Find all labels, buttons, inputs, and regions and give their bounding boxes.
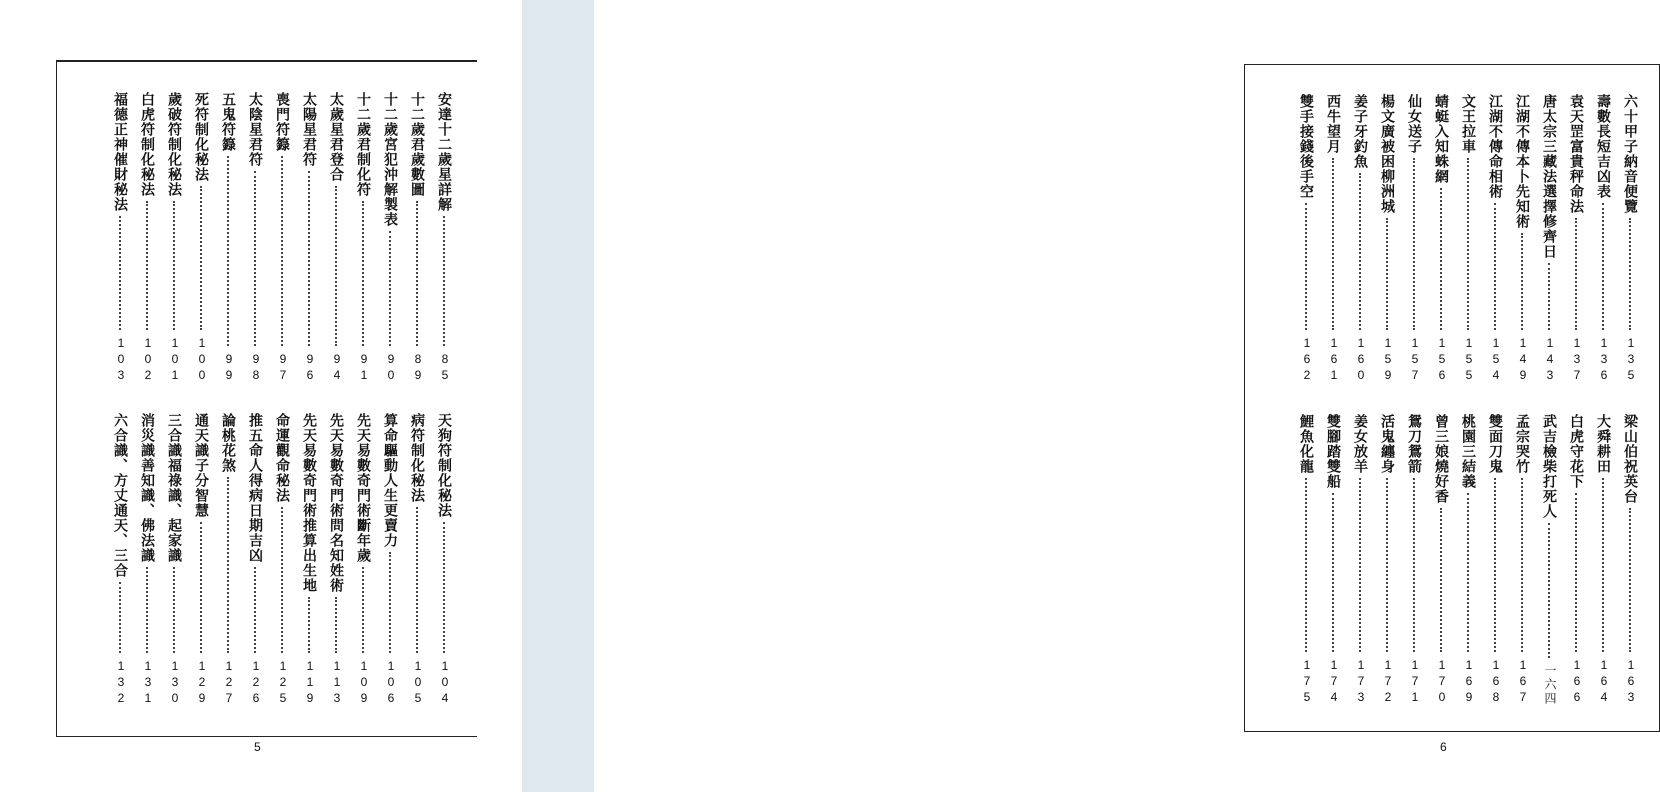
toc-entry [244,92,271,384]
toc-entry-page: 99 [222,352,236,384]
toc-entry-title: 桃園三結義 [1460,414,1476,489]
toc-entry-title: 文王拉車 [1460,94,1476,154]
toc-entry [1349,414,1376,706]
dot-leader [1575,493,1581,652]
dot-leader [308,597,314,653]
toc-entry-page: 174 [1327,658,1341,706]
toc-entry [1565,94,1592,384]
toc-entry [271,413,298,707]
toc-entry-title: 福德正神催財秘法 [112,92,128,212]
dot-leader [1548,263,1554,330]
toc-entry-title: 袁天罡富貴秤命法 [1568,94,1584,214]
dot-leader [1386,478,1392,652]
toc-entry-title: 六十甲子納音便覽 [1622,94,1638,214]
toc-entry [1457,414,1484,706]
toc-entry-page: 136 [1597,336,1611,384]
dot-leader [1467,158,1473,330]
toc-entry-page: 一六四 [1543,664,1557,706]
toc-entry-title: 雙腳踏雙船 [1325,414,1341,489]
toc-entry [190,92,217,384]
toc-entry-title: 鯉魚化龍 [1298,414,1314,474]
toc-entry [406,413,433,707]
toc-entry-title: 十二歲君歲數圖 [409,92,425,197]
toc-entry-page: 173 [1354,658,1368,706]
toc-entry [379,92,406,384]
toc-entry [352,413,379,707]
toc-entry-title: 三合識福祿識、起家識 [166,413,182,563]
dot-leader [1494,203,1500,330]
toc-entry-page: 155 [1462,336,1476,384]
toc-entry-page: 90 [384,352,398,384]
toc-entry [1322,94,1349,384]
toc-entry-title: 活鬼纏身 [1379,414,1395,474]
toc-entry [163,413,190,707]
dot-leader [1575,218,1581,330]
toc-entry-page: 154 [1489,336,1503,384]
toc-entry [1511,94,1538,384]
toc-entry-title: 壽數長短吉凶表 [1595,94,1611,199]
toc-entry [217,92,244,384]
toc-entry-page: 102 [141,336,155,384]
toc-entry [1619,414,1646,706]
toc-entry [109,413,136,707]
dot-leader [1629,508,1635,652]
toc-entry-page: 149 [1516,336,1530,384]
toc-entry-title: 先天易數奇門術推算出生地 [301,413,317,593]
toc-entry [1403,94,1430,384]
toc-entry [1376,94,1403,384]
page-number: 5 [254,740,261,754]
dot-leader [416,507,422,653]
toc-entry [433,413,460,707]
toc-entry-title: 死符制化秘法 [193,92,209,182]
dot-leader [1440,508,1446,652]
toc-entry [1565,414,1592,706]
toc-entry [109,92,136,384]
toc-entry [433,92,460,384]
toc-entry-title: 孟宗哭竹 [1514,414,1530,474]
toc-entry-title: 太歲星君登合 [328,92,344,182]
toc-entry [325,413,352,707]
dot-leader [173,201,179,330]
toc-entry-page: 160 [1354,336,1368,384]
toc-entry-title: 姜子牙釣魚 [1352,94,1368,169]
left-top-toc-block [82,92,460,384]
dot-leader [146,201,152,330]
toc-entry-page: 103 [114,336,128,384]
dot-leader [1548,523,1554,658]
toc-entry-title: 楊文廣被困柳洲城 [1379,94,1395,214]
toc-entry-title: 十二歲君制化符 [355,92,371,197]
toc-entry-title: 曾三娘燒好香 [1433,414,1449,504]
toc-entry-title: 通天識子分智慧 [193,413,209,518]
toc-entry-title: 先天易數奇門術斷年歲 [355,413,371,563]
toc-entry-title: 病符制化秘法 [409,413,425,503]
dot-leader [1413,478,1419,652]
toc-entry [1349,94,1376,384]
toc-entry [406,92,433,384]
toc-entry-page: 89 [411,352,425,384]
dot-leader [389,231,395,346]
toc-entry-page: 125 [276,659,290,707]
dot-leader [119,216,125,330]
dot-leader [1305,478,1311,652]
toc-entry [1295,94,1322,384]
toc-entry-page: 162 [1300,336,1314,384]
dot-leader [443,216,449,346]
toc-entry [298,413,325,707]
dot-leader [1440,188,1446,330]
toc-entry-page: 161 [1327,336,1341,384]
toc-entry-title: 武吉檢柴打死人 [1541,414,1557,519]
dot-leader [1602,478,1608,652]
toc-entry [298,92,325,384]
toc-entry-title: 太陽星君符 [301,92,317,167]
toc-entry-title: 論桃花煞 [220,413,236,473]
dot-leader [200,186,206,330]
toc-entry-title: 六合識、方丈通天、三合 [112,413,128,578]
toc-entry-page: 159 [1381,336,1395,384]
left-bottom-toc-block [82,413,460,707]
toc-entry-title: 江湖不傳命相術 [1487,94,1503,199]
toc-entry-title: 蜻蜓入知蛛網 [1433,94,1449,184]
toc-entry [271,92,298,384]
toc-entry [136,413,163,707]
toc-entry-page: 130 [168,659,182,707]
dot-leader [227,156,233,346]
toc-entry [1403,414,1430,706]
toc-entry-page: 143 [1543,336,1557,384]
dot-leader [1386,218,1392,330]
toc-entry-title: 太陰星君符 [247,92,263,167]
toc-entry [1430,94,1457,384]
toc-entry-page: 131 [141,659,155,707]
dot-leader [389,552,395,653]
toc-entry-title: 西牛望月 [1325,94,1341,154]
toc-entry-page: 91 [357,352,371,384]
toc-entry-title: 唐太宗三藏法選擇修齊日 [1541,94,1557,259]
toc-entry-page: 157 [1408,336,1422,384]
toc-entry [244,413,271,707]
toc-entry-title: 白虎符制化秘法 [139,92,155,197]
toc-entry-page: 169 [1462,658,1476,706]
toc-entry-page: 166 [1570,658,1584,706]
dot-leader [1521,478,1527,652]
toc-entry [1376,414,1403,706]
toc-entry [352,92,379,384]
toc-entry-page: 113 [330,659,344,707]
toc-entry-page: 175 [1300,658,1314,706]
dot-leader [1602,203,1608,330]
toc-entry-page: 170 [1435,658,1449,706]
toc-entry-title: 姜女放羊 [1352,414,1368,474]
dot-leader [362,201,368,346]
toc-entry [1592,94,1619,384]
toc-entry-title: 算命驅動人生更賣力 [382,413,398,548]
toc-entry [379,413,406,707]
toc-entry-page: 119 [303,659,317,707]
toc-entry-title: 仙女送子 [1406,94,1422,154]
toc-entry-page: 132 [114,659,128,707]
page-number: 6 [1440,740,1447,754]
dot-leader [1494,478,1500,652]
toc-entry-title: 鴛刀鴛箭 [1406,414,1422,474]
dot-leader [1359,173,1365,330]
dot-leader [254,567,260,653]
toc-entry [1322,414,1349,706]
dot-leader [335,186,341,346]
toc-entry-page: 94 [330,352,344,384]
left-page [0,0,522,792]
right-bottom-toc-block [1266,414,1646,706]
toc-entry [1538,414,1565,706]
toc-entry-page: 163 [1624,658,1638,706]
toc-entry [136,92,163,384]
dot-leader [281,507,287,653]
dot-leader [1359,478,1365,652]
toc-entry-page: 126 [249,659,263,707]
toc-entry-title: 雙面刀鬼 [1487,414,1503,474]
toc-entry-page: 101 [168,336,182,384]
dot-leader [119,582,125,653]
toc-entry-page: 109 [357,659,371,707]
toc-entry [325,92,352,384]
toc-entry-title: 先天易數奇門術問名知姓術 [328,413,344,593]
dot-leader [254,171,260,346]
dot-leader [1413,158,1419,330]
dot-leader [281,156,287,346]
toc-entry [163,92,190,384]
toc-entry [1619,94,1646,384]
toc-entry [1538,94,1565,384]
toc-entry-page: 167 [1516,658,1530,706]
toc-entry-page: 137 [1570,336,1584,384]
dot-leader [308,171,314,346]
toc-entry [1484,414,1511,706]
toc-entry-page: 96 [303,352,317,384]
toc-entry-title: 命運觀命秘法 [274,413,290,503]
toc-entry-page: 127 [222,659,236,707]
toc-entry [1295,414,1322,706]
toc-entry-title: 歲破符制化秘法 [166,92,182,197]
dot-leader [1629,218,1635,330]
toc-entry [1457,94,1484,384]
toc-entry-title: 消災識善知識、佛法識 [139,413,155,563]
right-page [594,0,1638,792]
toc-entry-title: 推五命人得病日期吉凶 [247,413,263,563]
dot-leader [1332,158,1338,330]
dot-leader [1521,233,1527,330]
dot-leader [416,201,422,346]
dot-leader [200,522,206,653]
toc-entry-title: 雙手接錢後手空 [1298,94,1314,199]
toc-entry-page: 135 [1624,336,1638,384]
toc-entry [217,413,244,707]
right-top-toc-block [1266,94,1646,384]
dot-leader [335,597,341,653]
toc-entry-page: 105 [411,659,425,707]
dot-leader [362,567,368,653]
toc-entry-title: 十二歲宮犯沖解製表 [382,92,398,227]
toc-entry-page: 172 [1381,658,1395,706]
toc-entry-page: 164 [1597,658,1611,706]
toc-entry-page: 104 [438,659,452,707]
page-gutter [522,0,594,792]
toc-entry-page: 97 [276,352,290,384]
toc-entry-title: 江湖不傳本卜先知術 [1514,94,1530,229]
toc-entry-title: 梁山伯祝英台 [1622,414,1638,504]
toc-entry [1484,94,1511,384]
toc-entry-page: 129 [195,659,209,707]
dot-leader [173,567,179,653]
toc-entry-page: 100 [195,336,209,384]
toc-entry-page: 156 [1435,336,1449,384]
toc-entry [190,413,217,707]
toc-entry-page: 171 [1408,658,1422,706]
toc-entry-title: 白虎守花下 [1568,414,1584,489]
toc-entry-page: 168 [1489,658,1503,706]
dot-leader [1305,203,1311,330]
dot-leader [227,477,233,653]
dot-leader [1467,493,1473,652]
dot-leader [1332,493,1338,652]
dot-leader [443,522,449,653]
toc-entry-page: 98 [249,352,263,384]
toc-entry-page: 106 [384,659,398,707]
toc-entry-title: 天狗符制化秘法 [436,413,452,518]
toc-entry [1430,414,1457,706]
toc-entry [1592,414,1619,706]
toc-entry-title: 五鬼符籙 [220,92,236,152]
toc-entry-page: 85 [438,352,452,384]
toc-entry-title: 喪門符籙 [274,92,290,152]
toc-entry-title: 大舜耕田 [1595,414,1611,474]
toc-entry-title: 安達十二歲星詳解 [436,92,452,212]
dot-leader [146,567,152,653]
toc-entry [1511,414,1538,706]
